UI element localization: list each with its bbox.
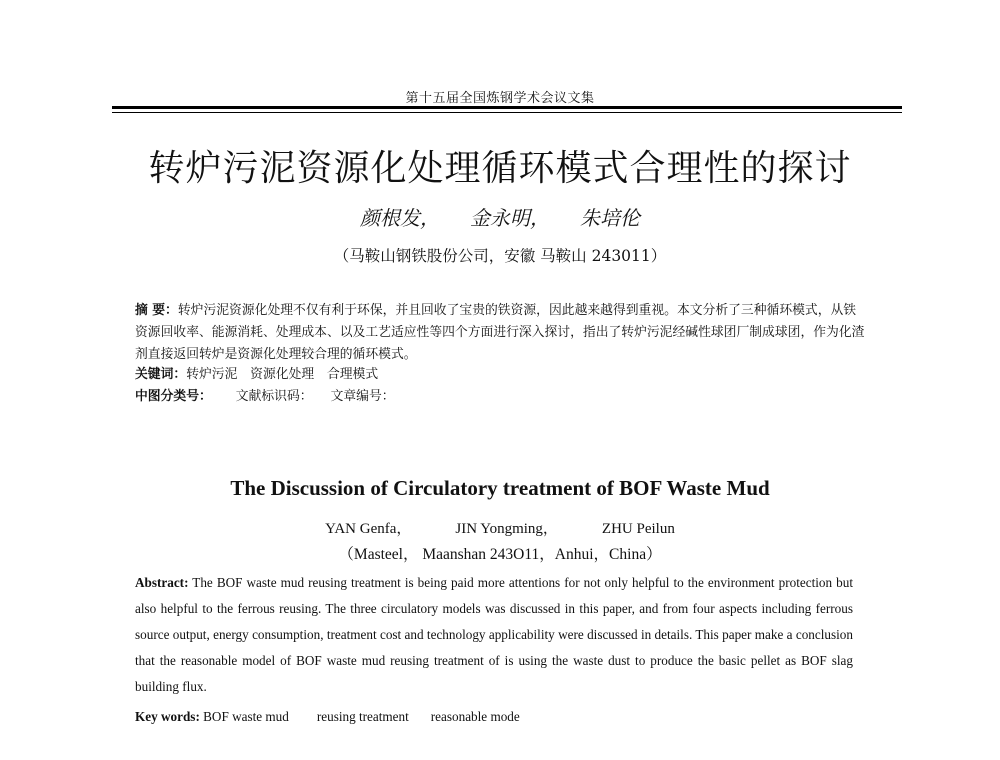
author-en-3: ZHU Peilun	[601, 521, 675, 537]
doc-code-label: 文献标识码：	[235, 389, 313, 404]
header-rule-thick	[112, 106, 902, 109]
article-no-label: 文章编号：	[330, 389, 395, 404]
affiliation-cn: （马鞍山钢铁股份公司，安徽 马鞍山 243011）	[333, 247, 667, 265]
abstract-en-text: The BOF waste mud reusing treatment is being paid more attentions for not only helpful to the environment protection but also helpful to the ferrous reusing. The three circulatory models was discussed in this paper, and from four aspects including ferrous source output, energy consumption, treatment cost and technology applicability were discussed in details. This paper make a conclusion that the reasonable model of BOF waste mud reusing treatment of is using the waste dust to produce the basic pellet as BOF slag building flux.	[135, 575, 853, 694]
keywords-en	[135, 704, 853, 730]
authors-cn	[0, 202, 1000, 231]
clc-label: 中图分类号：	[135, 389, 212, 404]
author-cn-2: 金永明，	[470, 206, 550, 230]
keywords-cn-label: 关键词：	[135, 367, 187, 382]
paper-title-cn: 转炉污泥资源化处理循环模式合理性的探讨	[148, 148, 852, 189]
keywords-cn-text: 转炉污泥 资源化处理 合理模式	[186, 367, 379, 382]
keyword-en-1: BOF waste mud	[203, 709, 289, 724]
author-en-1: YAN Genfa，	[325, 521, 412, 537]
abstract-cn-text: 转炉污泥资源化处理不仅有利于环保，并且回收了宝贵的铁资源，因此越来越得到重视。本文分析了三种循环模式，从铁资源回收率、能源消耗、处理成本、以及工艺适应性等四个方面进行深入探讨，指出了转炉污泥经碱性球团厂制成球团，作为化渣剂直接返回转炉是资源化处理较合理的循环模式。	[135, 303, 865, 362]
author-en-2: JIN Yongming，	[455, 521, 558, 537]
proceedings-header: 第十五届全国炼钢学术会议文集	[405, 91, 595, 106]
abstract-en-label: Abstract:	[135, 575, 189, 590]
author-cn-3: 朱培伦	[580, 206, 640, 230]
abstract-cn-label: 摘 要：	[135, 303, 178, 318]
header-rule-thin	[112, 112, 902, 113]
authors-en	[0, 517, 1000, 538]
keyword-en-2: reusing treatment	[316, 709, 409, 724]
paper-title-en: The Discussion of Circulatory treatment of BOF Waste Mud	[230, 476, 770, 500]
abstract-cn	[135, 300, 865, 366]
affiliation-en: （Masteel， Maanshan 243O11，Anhui，China）	[338, 546, 662, 563]
keywords-en-label: Key words:	[135, 709, 200, 724]
keyword-en-3: reasonable mode	[430, 709, 520, 724]
classification-line	[135, 386, 865, 408]
author-cn-1: 颜根发，	[360, 206, 440, 230]
keywords-cn	[135, 364, 865, 386]
abstract-en	[135, 570, 853, 700]
